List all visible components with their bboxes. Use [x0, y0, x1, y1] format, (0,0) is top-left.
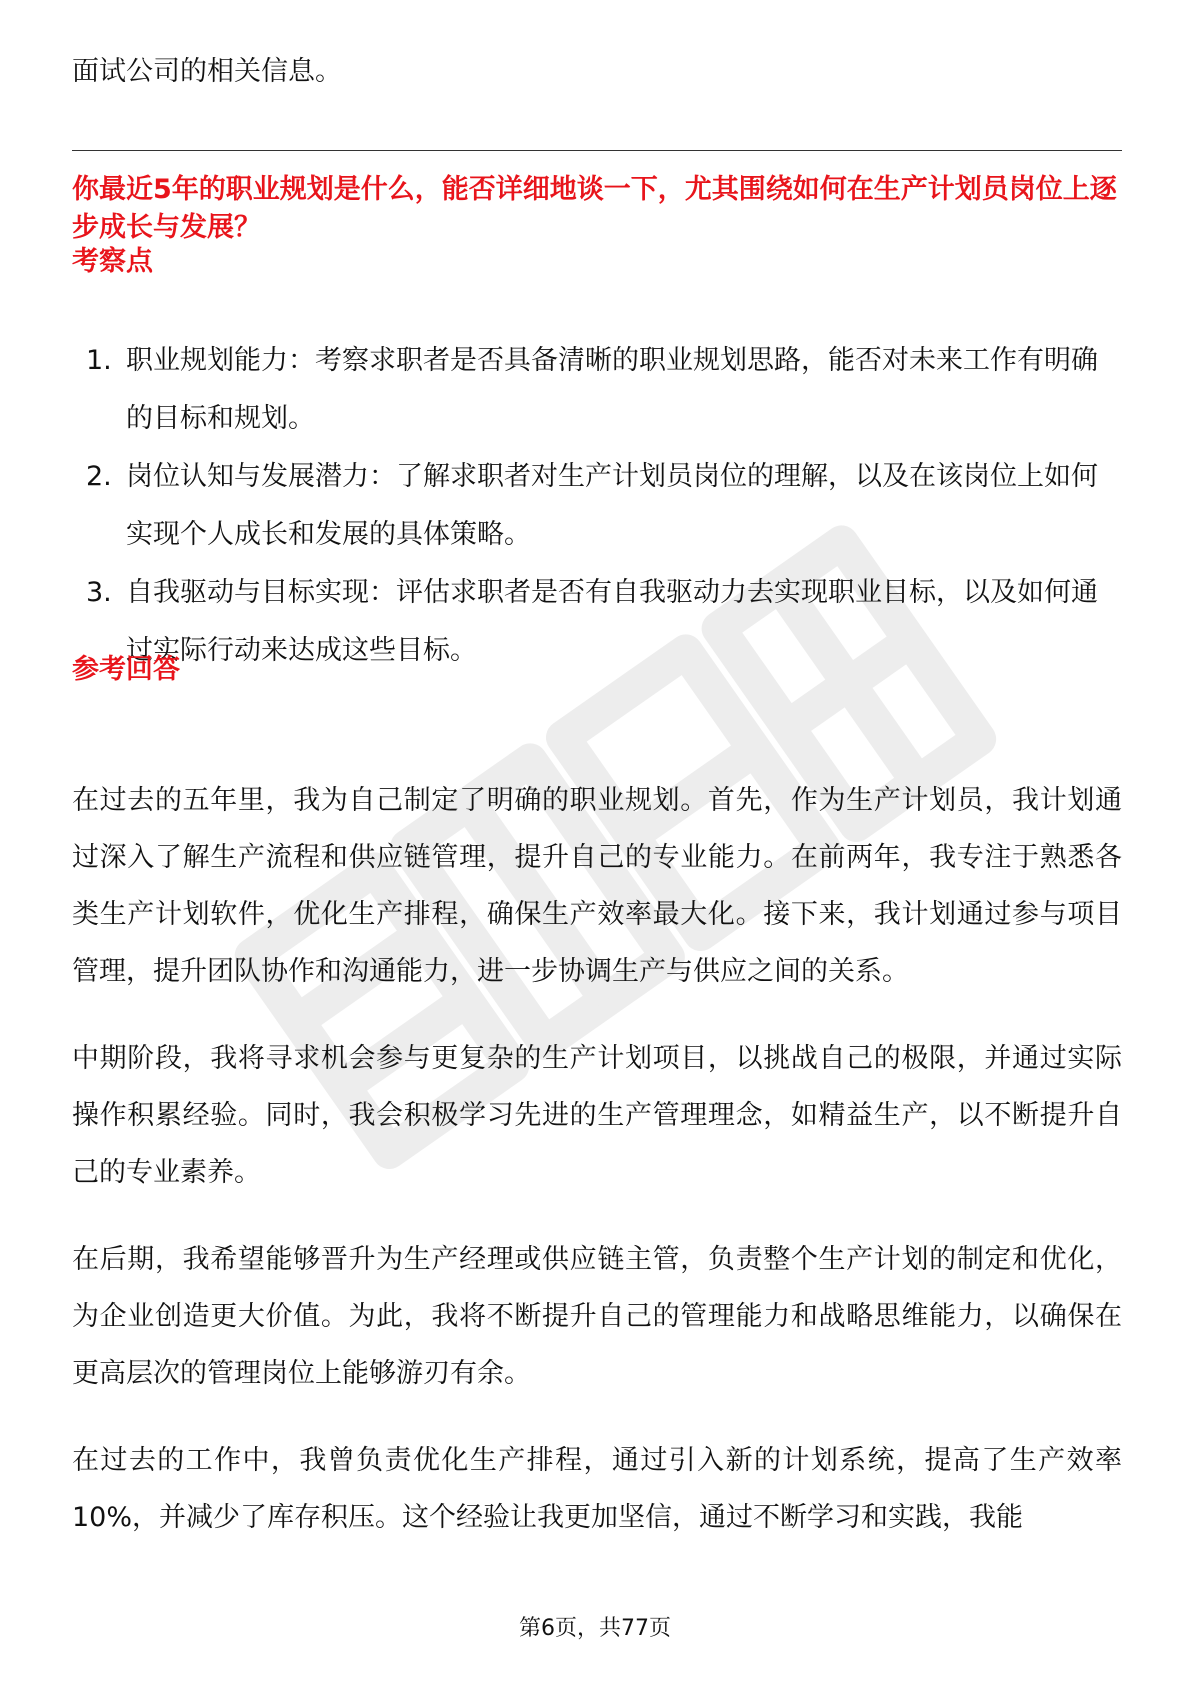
list-item-text: 岗位认知与发展潜力：了解求职者对生产计划员岗位的理解，以及在该岗位上如何实现个人成长和发展的具体策略。	[126, 461, 1098, 550]
page-footer: 第6页，共77页	[519, 1616, 671, 1641]
answer-paragraph: 在后期，我希望能够晋升为生产经理或供应链主管，负责整个生产计划的制定和优化，为企业创造更大价值。为此，我将不断提升自己的管理能力和战略思维能力，以确保在更高层次的管理岗位上能够游刃有余。	[72, 1244, 1122, 1389]
points-label: 考察点	[72, 246, 153, 277]
answer-label: 参考回答	[72, 654, 180, 685]
answer-paragraph: 在过去的五年里，我为自己制定了明确的职业规划。首先，作为生产计划员，我计划通过深入了解生产流程和供应链管理，提升自己的专业能力。在前两年，我专注于熟悉各类生产计划软件，优化生产排程，确保生产效率最大化。接下来，我计划通过参与项目管理，提升团队协作和沟通能力，进一步协调生产与供应之间的关系。	[72, 785, 1122, 987]
answer-paragraph: 在过去的工作中，我曾负责优化生产排程，通过引入新的计划系统，提高了生产效率10%，并减少了库存积压。这个经验让我更加坚信，通过不断学习和实践，我能	[72, 1445, 1122, 1533]
list-item-number: 2.	[86, 461, 112, 492]
list-item-text: 自我驱动与目标实现：评估求职者是否有自我驱动力去实现职业目标，以及如何通过实际行动来达成这些目标。	[126, 577, 1098, 666]
list-item-number: 3.	[86, 577, 112, 608]
list-item-text: 职业规划能力：考察求职者是否具备清晰的职业规划思路，能否对未来工作有明确的目标和规划。	[126, 345, 1098, 434]
section-divider	[72, 150, 1122, 151]
points-list	[72, 332, 1122, 680]
intro-text: 面试公司的相关信息。	[72, 56, 342, 87]
list-item	[72, 564, 1122, 680]
answer-paragraph: 中期阶段，我将寻求机会参与更复杂的生产计划项目，以挑战自己的极限，并通过实际操作积累经验。同时，我会积极学习先进的生产管理理念，如精益生产，以不断提升自己的专业素养。	[72, 1043, 1122, 1188]
answer-body	[72, 772, 1122, 1576]
question-heading: 你最近5年的职业规划是什么，能否详细地谈一下，尤其围绕如何在生产计划员岗位上逐步成长与发展？	[72, 174, 1117, 243]
list-item	[72, 448, 1122, 564]
list-item-number: 1.	[86, 345, 112, 376]
list-item	[72, 332, 1122, 448]
